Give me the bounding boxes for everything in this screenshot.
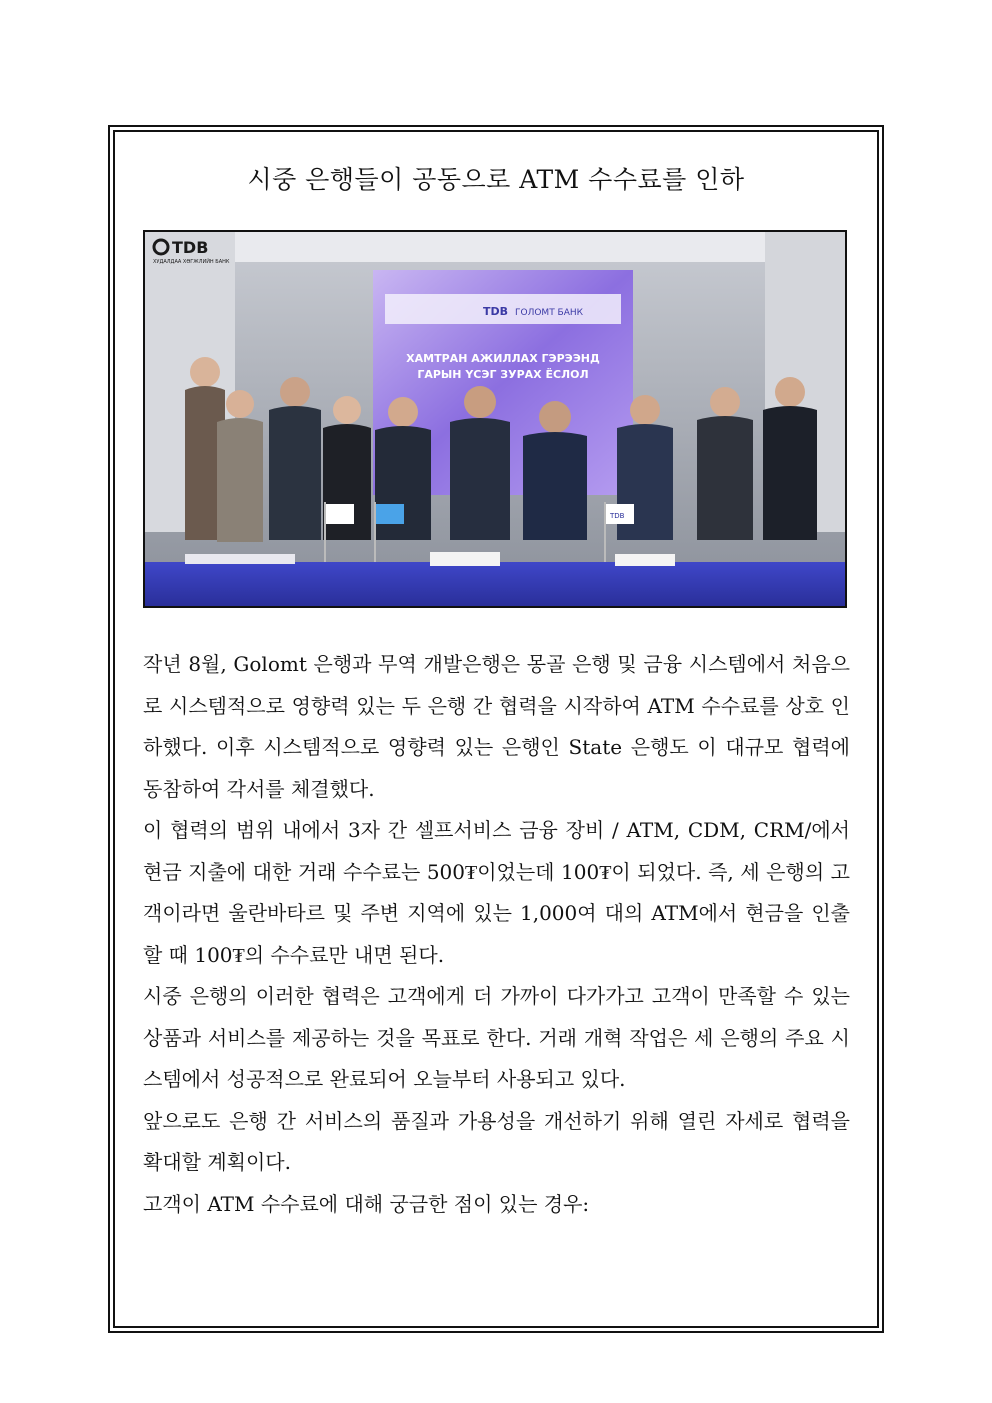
screen-logo-golomt: ГОЛОМТ БАНК (515, 308, 584, 318)
article-body (143, 644, 850, 1225)
paragraph-5: 고객이 ATM 수수료에 대해 궁금한 점이 있는 경우: (143, 1191, 590, 1216)
paragraph-1: 작년 8월, Golomt 은행과 무역 개발은행은 몽골 은행 및 금융 시스템에서 처음으로 시스템적으로 영향력 있는 두 은행 간 협력을 시작하여 ATM 수수료를 상호 인하했다. 이후 시스템적으로 영향력 있는 은행인 State 은행도 이 대규모 협력에 동참하여 각서를 체결했다. (143, 652, 850, 801)
flag-label: TDB (610, 512, 625, 520)
paragraph-2: 이 협력의 범위 내에서 3자 간 셀프서비스 금융 장비 / ATM, CDM, CRM/에서 현금 지출에 대한 거래 수수료는 500₮이었는데 100₮이 되었다. 즉, 세 은행의 고객이라면 울란바타르 및 주변 지역에 있는 1,000여 대의 ATM에서 현금을 인출할 때 100₮의 수수료만 내면 된다. (143, 818, 850, 967)
tdb-logo-text: TDB (172, 238, 209, 257)
document-title: 시중 은행들이 공동으로 ATM 수수료를 인하 (247, 165, 745, 194)
paragraph-4: 앞으로도 은행 간 서비스의 품질과 가용성을 개선하기 위해 열린 자세로 협력을 확대할 계획이다. (143, 1108, 850, 1174)
screen-title-line2: ГАРЫН ҮСЭГ ЗУРАХ ЁСЛОЛ (417, 368, 589, 381)
signing-ceremony-photo (143, 230, 847, 608)
tdb-logo-subtext: ХУДАЛДАА ХӨГЖЛИЙН БАНК (153, 259, 230, 265)
screen-logo-tdb: TDB (483, 305, 509, 318)
signing-table (145, 562, 845, 606)
paragraph-3: 시중 은행의 이러한 협력은 고객에게 더 가까이 다가가고 고객이 만족할 수 있는 상품과 서비스를 제공하는 것을 목표로 한다. 거래 개혁 작업은 세 은행의 주요 시스템에서 성공적으로 완료되어 오늘부터 사용되고 있다. (143, 984, 850, 1091)
screen-title-line1: ХАМТРАН АЖИЛЛАХ ГЭРЭЭНД (406, 352, 600, 365)
